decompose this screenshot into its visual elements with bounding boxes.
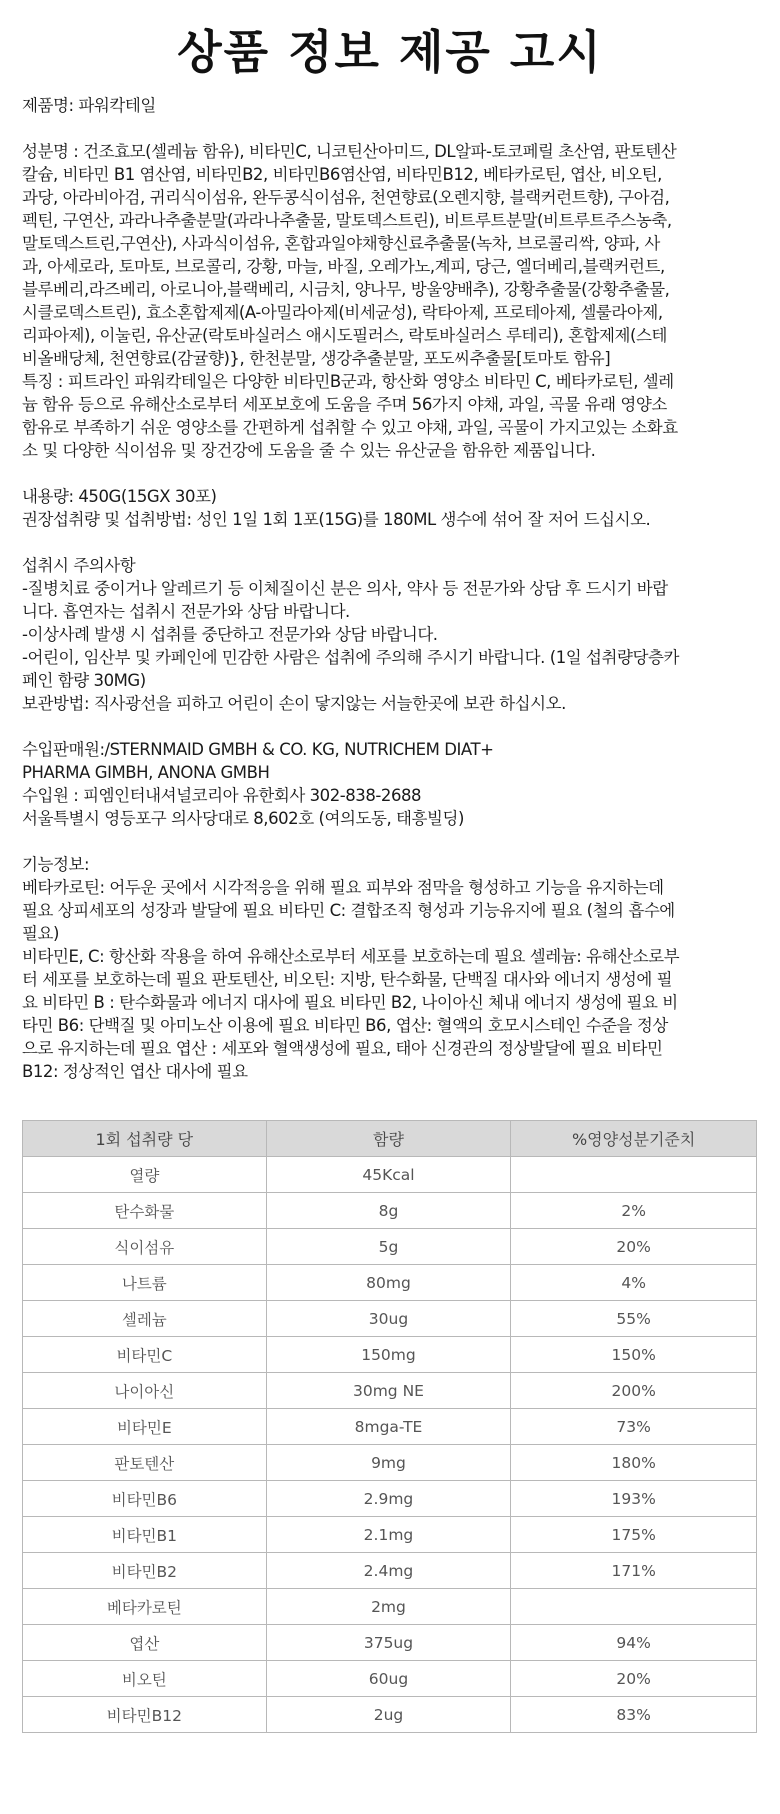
amount-cell: 60ug — [266, 1661, 511, 1697]
function-info-line: B12: 정상적인 엽산 대사에 필요 — [22, 1062, 248, 1081]
amount-cell: 8g — [266, 1193, 511, 1229]
nutrient-name-cell: 비타민C — [23, 1337, 267, 1373]
importer-address: 서울특별시 영등포구 의사당대로 8,602호 (여의도동, 태흥빌딩) — [22, 809, 464, 828]
daily-value-cell: 73% — [511, 1409, 757, 1445]
table-row — [23, 1229, 757, 1265]
cautions-line: -질병치료 중이거나 알레르기 등 이체질이신 분은 의사, 약사 등 전문가와 상담 후 드시기 바랍 — [22, 579, 668, 598]
daily-value-cell — [511, 1589, 757, 1625]
features-line: 특징 : 피트라인 파워칵테일은 다양한 비타민B군과, 항산화 영양소 비타민 C, 베타카로틴, 셀레 — [22, 372, 674, 391]
nutrient-name-cell: 식이섬유 — [23, 1229, 267, 1265]
cautions-heading: 섭취시 주의사항 — [22, 556, 136, 575]
column-header-serving: 1회 섭취량 당 — [23, 1121, 267, 1157]
ingredients-line: 성분명 : 건조효모(셀레늄 함유), 비타민C, 니코틴산아미드, DL알파-토코페릴 초산염, 판토텐산 — [22, 142, 677, 161]
ingredients-line: 과당, 아라비아검, 귀리식이섬유, 완두콩식이섬유, 천연향료(오렌지향, 블랙커런트향), 구아검, — [22, 188, 670, 207]
nutrition-table-body — [23, 1157, 757, 1733]
daily-value-cell: 20% — [511, 1229, 757, 1265]
function-info-line: 필요) — [22, 924, 59, 943]
amount-cell: 2ug — [266, 1697, 511, 1733]
table-row — [23, 1625, 757, 1661]
amount-cell: 2.4mg — [266, 1553, 511, 1589]
nutrient-name-cell: 열량 — [23, 1157, 267, 1193]
nutrient-name-cell: 비타민B6 — [23, 1481, 267, 1517]
amount-cell: 30mg NE — [266, 1373, 511, 1409]
nutrient-name-cell: 비오틴 — [23, 1661, 267, 1697]
features-line: 소 및 다양한 식이섬유 및 장건강에 도움을 줄 수 있는 유산균을 함유한 제품입니다. — [22, 441, 596, 460]
amount-cell: 8mga-TE — [266, 1409, 511, 1445]
amount-cell: 30ug — [266, 1301, 511, 1337]
cautions-line: 니다. 흡연자는 섭취시 전문가와 상담 바랍니다. — [22, 602, 350, 621]
daily-value-cell: 55% — [511, 1301, 757, 1337]
dosage: 권장섭취량 및 섭취방법: 성인 1일 1회 1포(15G)를 180ML 생수에 섞어 잘 저어 드십시오. — [22, 510, 651, 529]
nutrient-name-cell: 비타민B1 — [23, 1517, 267, 1553]
ingredients-line: 펙틴, 구연산, 과라나추출분말(과라나추출물, 말토덱스트린), 비트루트분말(비트루트주스농축, — [22, 211, 672, 230]
importer-line: PHARMA GIMBH, ANONA GMBH — [22, 763, 270, 782]
table-header-row — [23, 1121, 757, 1157]
nutrient-name-cell: 판토텐산 — [23, 1445, 267, 1481]
daily-value-cell: 20% — [511, 1661, 757, 1697]
ingredients-line: 블루베리,라즈베리, 아로니아,블랙베리, 시금치, 양나무, 방울양배추), 강황추출물(강황추출물, — [22, 280, 670, 299]
amount-cell: 2.1mg — [266, 1517, 511, 1553]
function-info-block — [22, 853, 766, 1083]
nutrient-name-cell: 비타민E — [23, 1409, 267, 1445]
ingredients-line: 과, 아세로라, 토마토, 브로콜리, 강황, 마늘, 바질, 오레가노,계피, 당근, 엘더베리,블랙커런트, — [22, 257, 665, 276]
function-info-line: 필요 상피세포의 성장과 발달에 필요 비타민 C: 결합조직 형성과 기능유지에 필요 (철의 흡수에 — [22, 901, 675, 920]
function-info-heading: 기능정보: — [22, 855, 90, 874]
daily-value-cell: 2% — [511, 1193, 757, 1229]
amount-cell: 2mg — [266, 1589, 511, 1625]
cautions-line: 페인 함량 30MG) — [22, 671, 146, 690]
table-row — [23, 1481, 757, 1517]
nutrient-name-cell: 베타카로틴 — [23, 1589, 267, 1625]
daily-value-cell: 180% — [511, 1445, 757, 1481]
table-row — [23, 1157, 757, 1193]
amount-cell: 80mg — [266, 1265, 511, 1301]
table-row — [23, 1445, 757, 1481]
nutrition-table — [22, 1120, 757, 1733]
daily-value-cell: 175% — [511, 1517, 757, 1553]
function-info-line: 비타민E, C: 항산화 작용을 하여 유해산소로부터 세포를 보호하는데 필요 셀레늄: 유해산소로부 — [22, 947, 680, 966]
nutrient-name-cell: 나이아신 — [23, 1373, 267, 1409]
features-block — [22, 370, 766, 462]
table-row — [23, 1553, 757, 1589]
table-row — [23, 1373, 757, 1409]
nutrient-name-cell: 나트륨 — [23, 1265, 267, 1301]
product-name: 제품명: 파워칵테일 — [22, 96, 156, 115]
features-line: 함유로 부족하기 쉬운 영양소를 간편하게 섭취할 수 있고 야채, 과일, 곡물이 가지고있는 소화효 — [22, 418, 678, 437]
daily-value-cell: 83% — [511, 1697, 757, 1733]
daily-value-cell: 4% — [511, 1265, 757, 1301]
nutrient-name-cell: 비타민B12 — [23, 1697, 267, 1733]
daily-value-cell: 200% — [511, 1373, 757, 1409]
daily-value-cell: 193% — [511, 1481, 757, 1517]
column-header-amount: 함량 — [266, 1121, 511, 1157]
amount-cell: 375ug — [266, 1625, 511, 1661]
function-info-line: 요 비타민 B : 탄수화물과 에너지 대사에 필요 비타민 B2, 나이아신 체내 에너지 생성에 필요 비 — [22, 993, 678, 1012]
table-row — [23, 1589, 757, 1625]
importer-block — [22, 738, 766, 830]
daily-value-cell: 150% — [511, 1337, 757, 1373]
storage-method: 보관방법: 직사광선을 피하고 어린이 손이 닿지않는 서늘한곳에 보관 하십시오. — [22, 694, 566, 713]
ingredients-line: 비올배당체, 천연향료(감귤향)}, 한천분말, 생강추출분말, 포도씨추출물[토마토 함유] — [22, 349, 611, 368]
table-row — [23, 1409, 757, 1445]
table-row — [23, 1301, 757, 1337]
features-line: 늄 함유 등으로 유해산소로부터 세포보호에 도움을 주며 56가지 야채, 과일, 곡물 유래 영양소 — [22, 395, 667, 414]
daily-value-cell: 171% — [511, 1553, 757, 1589]
cautions-line: -어린이, 임산부 및 카페인에 민감한 사람은 섭취에 주의해 주시기 바랍니다. (1일 섭취량당층카 — [22, 648, 679, 667]
table-row — [23, 1193, 757, 1229]
amount-cell: 5g — [266, 1229, 511, 1265]
table-row — [23, 1337, 757, 1373]
table-row — [23, 1517, 757, 1553]
amount-cell: 9mg — [266, 1445, 511, 1481]
page-title: 상품 정보 제공 고시 — [177, 25, 603, 79]
table-row — [23, 1697, 757, 1733]
importer-line: 수입원 : 피엠인터내셔널코리아 유한회사 302-838-2688 — [22, 786, 422, 805]
daily-value-cell: 94% — [511, 1625, 757, 1661]
nutrient-name-cell: 탄수화물 — [23, 1193, 267, 1229]
volume: 내용량: 450G(15GX 30포) — [22, 487, 217, 506]
ingredients-line: 칼슘, 비타민 B1 염산염, 비타민B2, 비타민B6염산염, 비타민B12, 베타카로틴, 엽산, 비오틴, — [22, 165, 662, 184]
cautions-block — [22, 554, 766, 715]
amount-cell: 150mg — [266, 1337, 511, 1373]
column-header-daily-value: %영양성분기준치 — [511, 1121, 757, 1157]
table-row — [23, 1265, 757, 1301]
function-info-line: 타민 B6: 단백질 및 아미노산 이용에 필요 비타민 B6, 엽산: 혈액의 호모시스테인 수준을 정상 — [22, 1016, 668, 1035]
nutrient-name-cell: 비타민B2 — [23, 1553, 267, 1589]
cautions-line: -이상사례 발생 시 섭취를 중단하고 전문가와 상담 바랍니다. — [22, 625, 438, 644]
notice-body — [22, 94, 766, 1083]
ingredients-line: 리파아제), 이눌린, 유산균(락토바실러스 애시도필러스, 락토바실러스 루테리), 혼합제제(스테 — [22, 326, 667, 345]
nutrient-name-cell: 엽산 — [23, 1625, 267, 1661]
function-info-line: 터 세포를 보호하는데 필요 판토텐산, 비오틴: 지방, 탄수화물, 단백질 대사와 에너지 생성에 필 — [22, 970, 673, 989]
function-info-line: 베타카로틴: 어두운 곳에서 시각적응을 위해 필요 피부와 점막을 형성하고 기능을 유지하는데 — [22, 878, 664, 897]
amount-cell: 2.9mg — [266, 1481, 511, 1517]
importer-line: 수입판매원:/STERNMAID GMBH & CO. KG, NUTRICHEM DIAT+ — [22, 740, 494, 759]
amount-cell: 45Kcal — [266, 1157, 511, 1193]
ingredients-line: 시클로덱스트린), 효소혼합제제(A-아밀라아제(비세균성), 락타아제, 프로테아제, 셀룰라아제, — [22, 303, 663, 322]
table-row — [23, 1661, 757, 1697]
function-info-line: 으로 유지하는데 필요 엽산 : 세포와 혈액생성에 필요, 태아 신경관의 정상발달에 필요 비타민 — [22, 1039, 663, 1058]
ingredients-block — [22, 140, 766, 370]
nutrient-name-cell: 셀레늄 — [23, 1301, 267, 1337]
ingredients-line: 말토덱스트린,구연산), 사과식이섬유, 혼합과일야채향신료추출물(녹차, 브로콜리싹, 양파, 사 — [22, 234, 660, 253]
daily-value-cell — [511, 1157, 757, 1193]
